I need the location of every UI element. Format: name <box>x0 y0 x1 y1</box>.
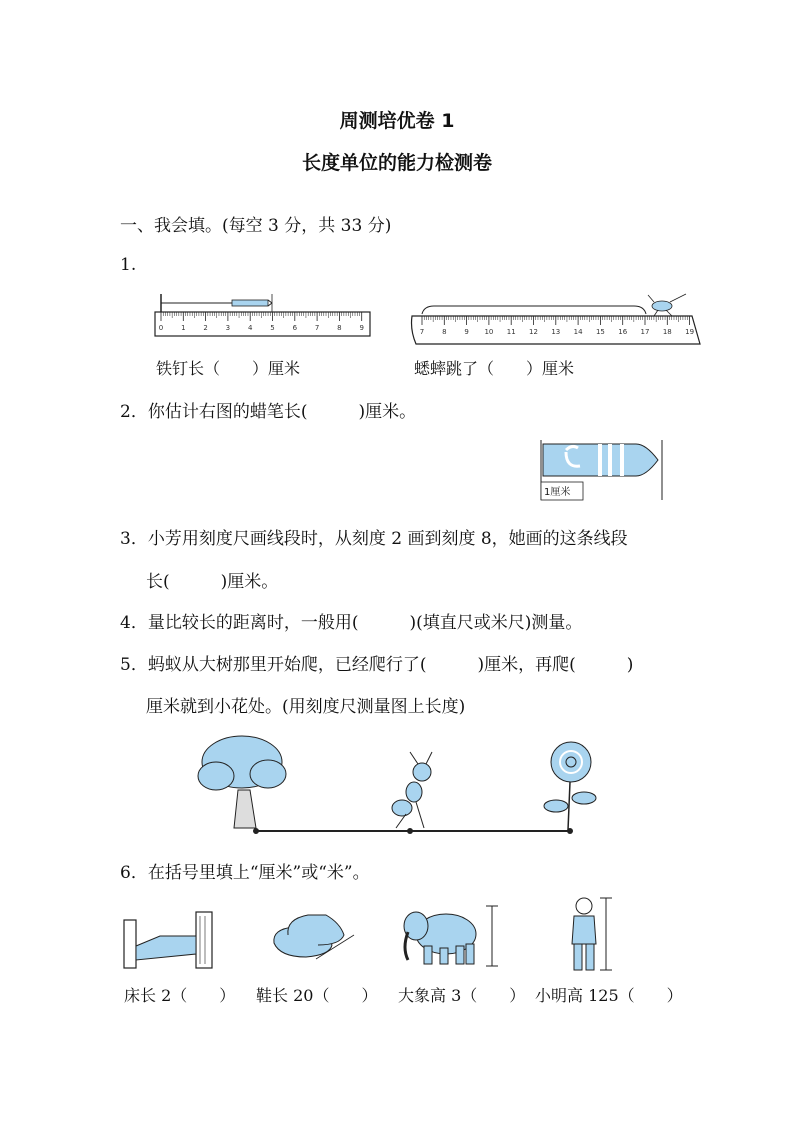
nail-icon <box>161 294 272 312</box>
ant-icon <box>392 752 432 828</box>
ruler-tick-label: 7 <box>419 328 425 336</box>
crayon-reference-label: 1厘米 <box>544 487 571 498</box>
ruler-tick-label: 4 <box>247 324 253 332</box>
question-2: 2．你估计右图的蜡笔长( )厘米。 <box>120 402 417 422</box>
question-5-line-2: 厘米就到小花处。(用刻度尺测量图上长度) <box>146 697 466 717</box>
question-6: 6．在括号里填上“厘米”或“米”。 <box>120 863 370 883</box>
page-title: 周测培优卷 1 <box>339 110 455 132</box>
cricket-jump-question: 蟋蟀跳了（ ）厘米 <box>414 359 575 378</box>
page-subtitle: 长度单位的能力检测卷 <box>301 152 492 174</box>
section-heading: 一、我会填。(每空 3 分，共 33 分) <box>120 216 392 236</box>
crayon-figure <box>536 438 666 504</box>
shoe-length-question: 鞋长 20（ ） <box>256 986 378 1005</box>
ruler-tick-label: 18 <box>662 328 672 336</box>
cricket-icon <box>648 294 686 316</box>
question-1-number: 1. <box>120 255 137 275</box>
tree-icon <box>198 736 286 828</box>
ruler-tick-label: 9 <box>464 328 469 336</box>
ruler-tick-label: 10 <box>484 328 494 336</box>
shoes-figure <box>266 905 358 967</box>
bed-length-question: 床长 2（ ） <box>124 986 236 1005</box>
elephant-figure <box>400 900 500 972</box>
ruler-tick-label: 5 <box>270 324 275 332</box>
question-5-line-1: 5．蚂蚁从大树那里开始爬，已经爬行了( )厘米，再爬( ) <box>120 655 634 675</box>
elephant-icon <box>404 912 476 964</box>
nail-length-question: 铁钉长（ ）厘米 <box>156 359 301 378</box>
ruler-tick-label: 9 <box>359 324 364 332</box>
bed-icon <box>124 912 212 968</box>
ruler-tick-label: 8 <box>442 328 447 336</box>
boy-icon <box>572 898 596 970</box>
shoes-icon <box>274 915 354 959</box>
ruler-tick-label: 17 <box>640 328 650 336</box>
ruler-tick-label: 16 <box>618 328 628 336</box>
ruler-tick-label: 19 <box>685 328 695 336</box>
tree-ant-flower-figure <box>196 732 616 838</box>
ruler-tick-label: 12 <box>529 328 538 336</box>
ruler-tick-label: 0 <box>158 324 164 332</box>
ruler-tick-label: 15 <box>595 328 605 336</box>
elephant-height-question: 大象高 3（ ） <box>398 986 526 1005</box>
ruler-tick-label: 14 <box>573 328 583 336</box>
flower-icon <box>544 742 596 830</box>
ruler-nail-figure <box>150 290 375 340</box>
ruler-tick-label: 11 <box>506 328 516 336</box>
question-4: 4．量比较长的距离时，一般用( )(填直尺或米尺)测量。 <box>120 613 583 633</box>
ruler-tick-label: 3 <box>225 324 231 332</box>
ruler-tick-label: 1 <box>181 324 186 332</box>
ruler-tick-label: 13 <box>551 328 561 336</box>
question-3-line-2: 长( )厘米。 <box>146 572 279 592</box>
ruler-tick-label: 6 <box>292 324 298 332</box>
jump-arc <box>422 306 646 314</box>
ruler-tick-label: 7 <box>314 324 320 332</box>
boy-height-question: 小明高 125（ ） <box>535 986 683 1005</box>
question-3-line-1: 3．小芳用刻度尺画线段时，从刻度 2 画到刻度 8，她画的这条线段 <box>120 529 628 549</box>
ruler-tick-label: 8 <box>337 324 342 332</box>
ruler-cricket-figure <box>408 292 700 344</box>
ruler-tick-label: 2 <box>203 324 208 332</box>
boy-figure <box>560 894 620 974</box>
bed-figure <box>120 910 216 972</box>
